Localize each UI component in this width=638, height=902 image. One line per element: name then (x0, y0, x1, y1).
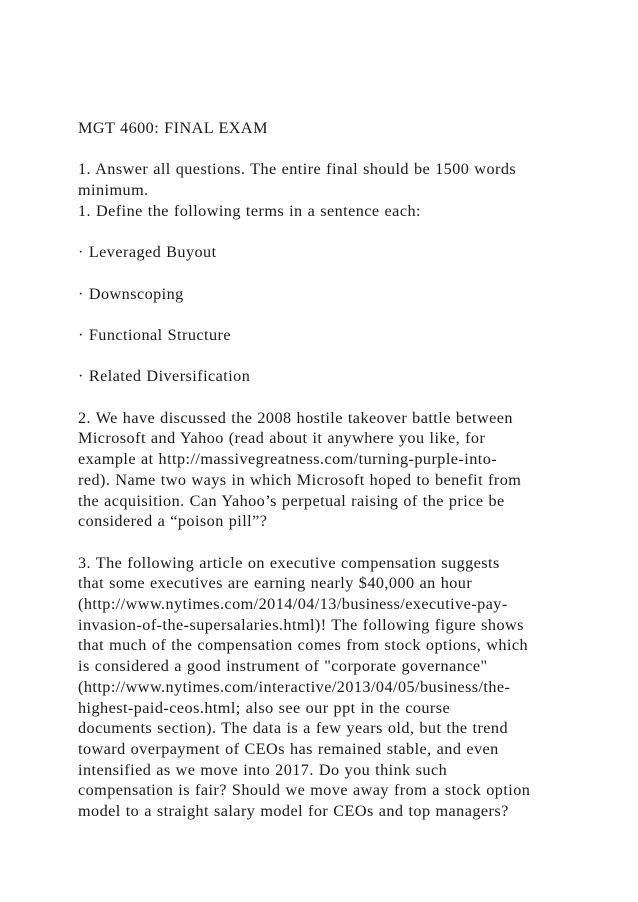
question-3-line: 3. The following article on executive compensation suggests (78, 553, 500, 572)
question-3-line: (http://www.nytimes.com/interactive/2013/04/05/business/the- (78, 677, 511, 696)
question-2-line: 2. We have discussed the 2008 hostile takeover battle between (78, 408, 513, 427)
question-2-line: the acquisition. Can Yahoo’s perpetual raising of the price be (78, 491, 505, 510)
question-1-prompt: 1. Define the following terms in a sentence each: (78, 201, 421, 220)
question-3-line: that much of the compensation comes from stock options, which (78, 636, 529, 655)
question-3-line: documents section). The data is a few years old, but the trend (78, 719, 509, 738)
question-3-line: invasion-of-the-supersalaries.html)! The following figure shows (78, 615, 524, 634)
question-3 (78, 553, 598, 822)
term-item: · Related Diversification (78, 367, 251, 386)
exam-title: MGT 4600: FINAL EXAM (78, 119, 268, 137)
question-3-line: highest-paid-ceos.html; also see our ppt in the course (78, 698, 451, 717)
term-item: · Downscoping (78, 284, 184, 303)
document-body (78, 118, 598, 842)
instructions-line: minimum. (78, 181, 149, 200)
term-item: · Leveraged Buyout (78, 243, 217, 262)
term-item: · Functional Structure (78, 325, 231, 344)
question-2-line: considered a “poison pill”? (78, 512, 268, 531)
question-2-line: example at http://massivegreatness.com/turning-purple-into- (78, 450, 498, 469)
question-3-line: is considered a good instrument of "corporate governance" (78, 657, 488, 676)
question-3-line: compensation is fair? Should we move away from a stock option (78, 781, 531, 800)
question-3-line: (http://www.nytimes.com/2014/04/13/business/executive-pay- (78, 595, 508, 614)
instructions-line: 1. Answer all questions. The entire final should be 1500 words (78, 160, 517, 179)
question-3-line: that some executives are earning nearly $40,000 an hour (78, 574, 473, 593)
question-2-line: Microsoft and Yahoo (read about it anywhere you like, for (78, 429, 486, 448)
question-3-line: toward overpayment of CEOs has remained stable, and even (78, 739, 499, 758)
question-3-line: model to a straight salary model for CEOs and top managers? (78, 802, 509, 821)
question-3-line: intensified as we move into 2017. Do you think such (78, 760, 448, 779)
instructions-paragraph (78, 159, 598, 221)
question-2-line: red). Name two ways in which Microsoft hoped to benefit from (78, 470, 522, 489)
question-2 (78, 408, 598, 532)
